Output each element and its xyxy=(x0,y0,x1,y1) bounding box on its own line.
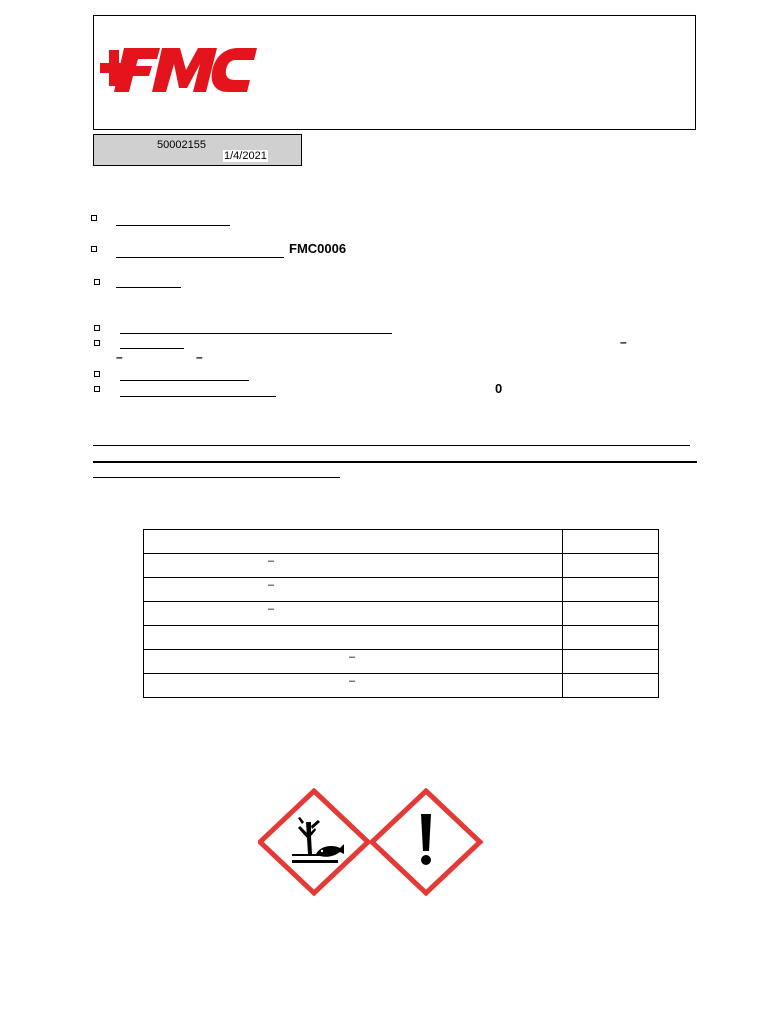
table-row xyxy=(144,554,659,578)
document-number: 50002155 xyxy=(157,139,206,151)
checkbox-bullet-icon xyxy=(94,279,100,285)
address-label-line xyxy=(120,348,184,349)
environment-hazard-pictogram xyxy=(260,791,368,893)
section-heading-underline xyxy=(93,477,340,478)
hazard-pictograms xyxy=(258,788,484,901)
checkbox-bullet-icon xyxy=(94,340,100,346)
address-dash-mid: – xyxy=(196,350,203,364)
checkbox-bullet-icon xyxy=(91,246,97,252)
phone-label-line xyxy=(120,380,249,381)
checkbox-bullet-icon xyxy=(94,371,100,377)
table-cell-dash: – xyxy=(268,603,275,615)
emergency-value: 0 xyxy=(495,381,503,396)
table-cell-dash: – xyxy=(268,555,275,567)
checkbox-bullet-icon xyxy=(94,386,100,392)
exclamation-mark-pictogram xyxy=(372,791,480,893)
emergency-label-line xyxy=(120,396,276,397)
section-divider-thick xyxy=(93,461,697,463)
product-name-label-line xyxy=(116,225,230,226)
table-row xyxy=(144,530,659,554)
table-row xyxy=(144,602,659,626)
classification-table xyxy=(143,529,659,698)
checkbox-bullet-icon xyxy=(91,215,97,221)
address-dash-left: – xyxy=(116,350,123,364)
table-row xyxy=(144,674,659,698)
product-code-value: FMC0006 xyxy=(289,241,347,256)
fmc-logo xyxy=(100,44,260,99)
table-cell-dash: – xyxy=(268,579,275,591)
table-row xyxy=(144,626,659,650)
document-date: 1/4/2021 xyxy=(224,150,267,162)
use-label-line xyxy=(116,287,181,288)
section-divider-thin xyxy=(93,445,690,446)
checkbox-bullet-icon xyxy=(94,325,100,331)
supplier-label-line xyxy=(120,333,392,334)
table-cell-dash: – xyxy=(349,651,356,663)
table-row xyxy=(144,578,659,602)
product-code-label-line xyxy=(116,257,284,258)
table-cell-dash: – xyxy=(349,675,356,687)
address-dash-right: – xyxy=(620,335,627,349)
table-row xyxy=(144,650,659,674)
